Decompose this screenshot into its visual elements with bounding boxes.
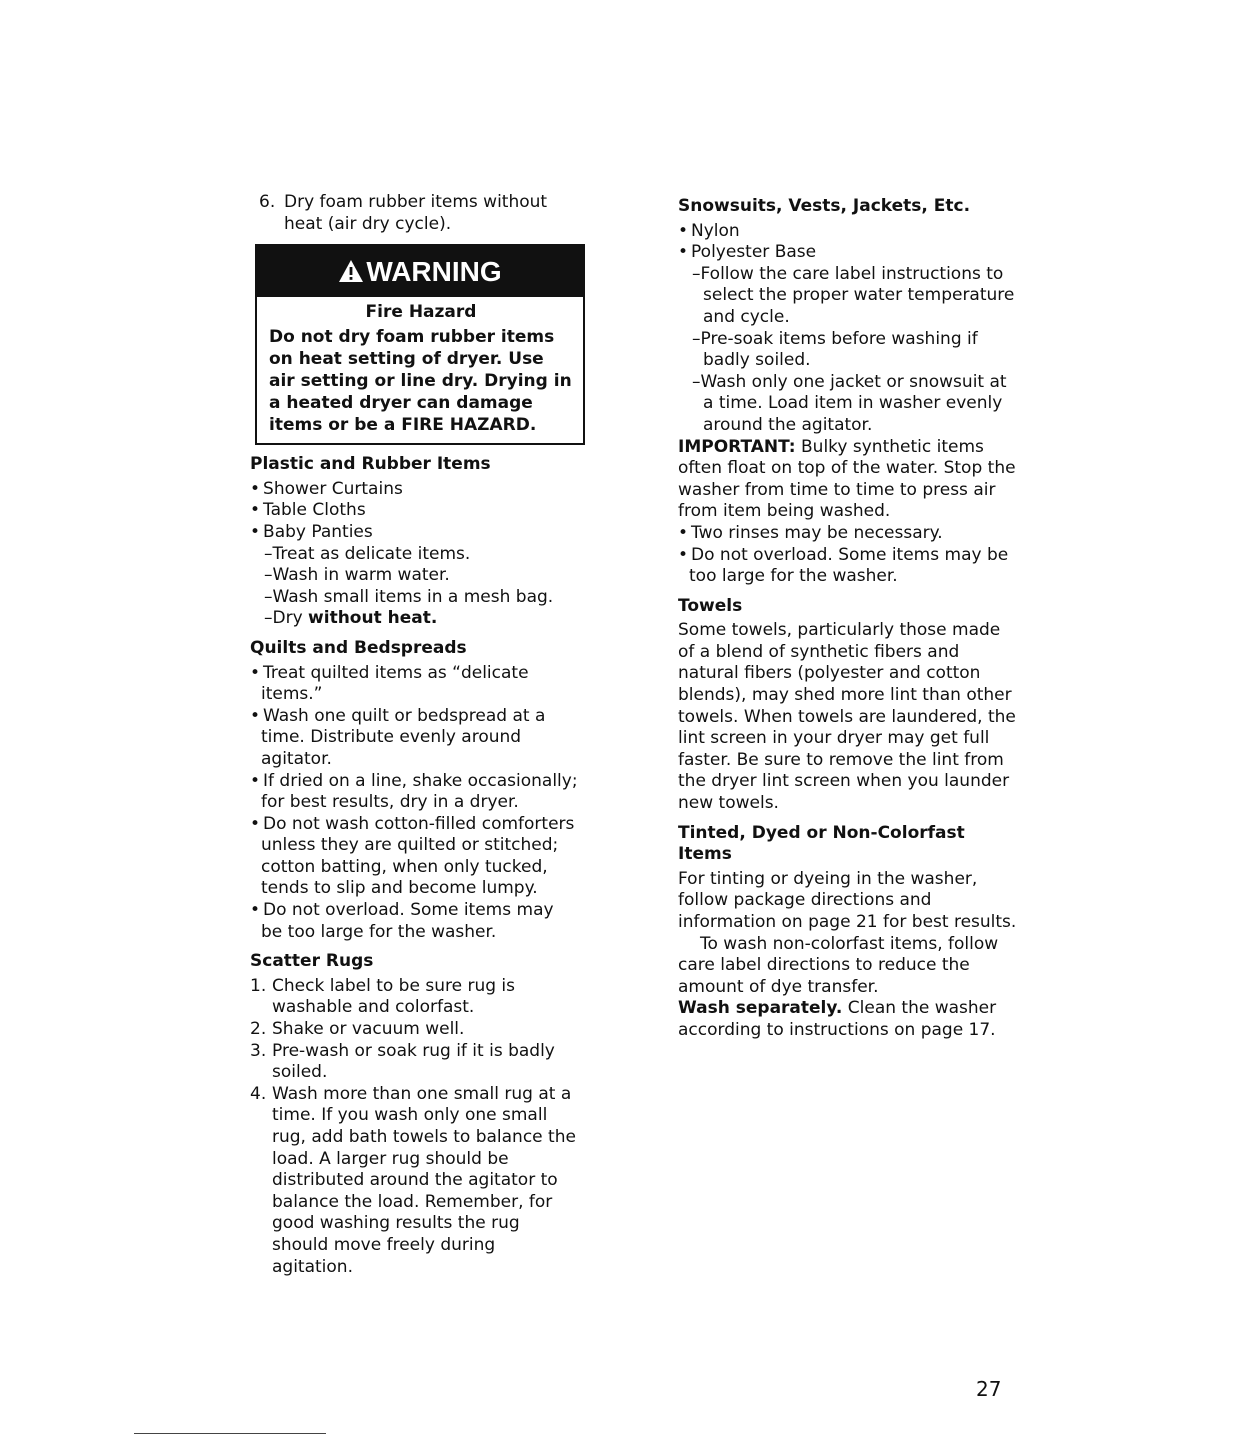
sub-item: –Dry without heat. xyxy=(264,608,438,629)
warning-triangle-icon xyxy=(338,259,364,283)
warning-box xyxy=(255,244,585,445)
sub-item: –Treat as delicate items. xyxy=(264,543,471,564)
footer-rule xyxy=(134,1433,326,1434)
tinted-para-2: To wash non-colorfast items, follow care label directions to reduce the amount of dye transfer. xyxy=(678,933,999,997)
rugs-heading: Scatter Rugs xyxy=(250,951,374,972)
right-column xyxy=(678,196,1018,1042)
list-item: • Shower Curtains xyxy=(250,479,580,501)
list-item: • Nylon xyxy=(678,221,1018,243)
tinted-heading: Tinted, Dyed or Non-Colorfast Items xyxy=(678,822,965,865)
list-item: • Do not wash cotton-filled comforters unless they are quilted or stitched; cotton batting, when only tucked, tends to slip and become lumpy. xyxy=(250,814,580,900)
list-item: • Two rinses may be necessary. xyxy=(678,523,1018,545)
sub-item: –Wash small items in a mesh bag. xyxy=(264,586,554,607)
list-item: • Do not overload. Some items may be too large for the washer. xyxy=(250,900,580,943)
sub-item: –Follow the care label instructions to select the proper water temperature and cycle. xyxy=(692,263,1015,327)
left-column xyxy=(250,192,580,1278)
list-item: • If dried on a line, shake occasionally; for best results, dry in a dryer. xyxy=(250,771,580,814)
list-item: • Polyester Base xyxy=(678,242,1018,264)
list-item: 3. Pre-wash or soak rug if it is badly soiled. xyxy=(250,1040,555,1083)
warning-subtitle: Fire Hazard xyxy=(365,302,477,323)
sub-item: –Wash in warm water. xyxy=(264,565,450,586)
plastic-heading: Plastic and Rubber Items xyxy=(250,454,491,475)
sub-item: –Pre-soak items before washing if badly soiled. xyxy=(692,328,978,371)
towels-heading: Towels xyxy=(678,595,743,616)
towels-text: Some towels, particularly those made of a blend of synthetic fibers and natural fibers (polyester and cotton blends), may shed more lint than other towels. When towels are laundered, the lint screen in your dryer may get full faster. Be sure to remove the lint from the dryer lint screen when you launder new towels. xyxy=(678,620,1016,814)
warning-header xyxy=(257,246,583,297)
item-6: 6. Dry foam rubber items without heat (air dry cycle). xyxy=(259,192,548,234)
list-item: • Baby Panties xyxy=(250,522,580,544)
list-item: 4. Wash more than one small rug at a time. If you wash only one small rug, add bath towels to balance the load. A larger rug should be distributed around the agitator to balance the load. Remember, for good washing results the rug should move freely during agitation. xyxy=(250,1083,576,1277)
warning-text: Do not dry foam rubber items on heat setting of dryer. Use air setting or line dry. Drying in a heated dryer can damage items or be a FIRE HAZARD. xyxy=(269,327,572,436)
list-item: 2. Shake or vacuum well. xyxy=(250,1019,465,1040)
list-item: • Do not overload. Some items may be too large for the washer. xyxy=(678,545,1018,588)
sub-item: –Wash only one jacket or snowsuit at a time. Load item in washer evenly around the agitator. xyxy=(692,371,1007,435)
list-item: 1. Check label to be sure rug is washable and colorfast. xyxy=(250,975,515,1018)
warning-title: WARNING xyxy=(366,256,502,288)
list-item: • Wash one quilt or bedspread at a time. Distribute evenly around agitator. xyxy=(250,706,580,771)
tinted-para-3: Wash separately. Clean the washer according to instructions on page 17. xyxy=(678,998,997,1040)
warning-body xyxy=(257,297,583,443)
list-item: • Table Cloths xyxy=(250,500,580,522)
tinted-para-1: For tinting or dyeing in the washer, follow package directions and information on page 21 for best results. xyxy=(678,868,1017,932)
important-note: IMPORTANT: Bulky synthetic items often float on top of the water. Stop the washer from time to time to press air from item being washed. xyxy=(678,436,1016,522)
list-item: • Treat quilted items as “delicate items.” xyxy=(250,663,580,706)
quilts-heading: Quilts and Bedspreads xyxy=(250,637,467,658)
page-number: 27 xyxy=(976,1377,1002,1401)
snowsuits-heading: Snowsuits, Vests, Jackets, Etc. xyxy=(678,196,971,216)
